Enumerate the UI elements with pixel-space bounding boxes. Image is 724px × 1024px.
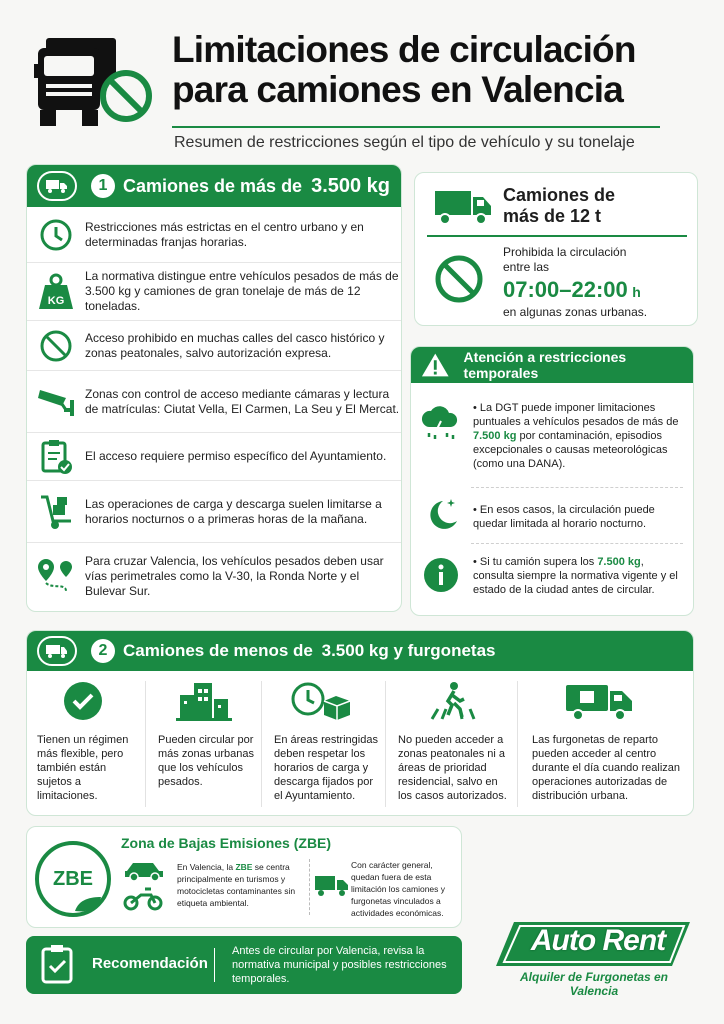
header-truck-icon xyxy=(24,34,154,134)
permit-clipboard-icon xyxy=(27,439,85,475)
alert-p2-text: En esos casos, la circulación puede quedar limitada al horario nocturno. xyxy=(473,504,655,530)
col xyxy=(517,681,693,807)
svg-text:KG: KG xyxy=(47,294,65,307)
col-text: No pueden acceder a zonas peatonales ni a áreas de prioridad residencial, salvo en los casos autorizados. xyxy=(398,734,507,802)
section2-title-value: 3.500 kg xyxy=(321,641,389,660)
hours-value: 07:00–22:00 xyxy=(503,277,628,302)
alert-point-2: • En esos casos, la circulación puede quedar limitada al horario nocturno. xyxy=(473,504,655,530)
list-item xyxy=(27,321,402,371)
section1-number: 1 xyxy=(91,174,115,198)
section1-title-value: 3.500 kg xyxy=(311,174,391,197)
prohibited-icon xyxy=(27,329,85,363)
recommendation-banner xyxy=(26,936,462,994)
section1-header xyxy=(27,165,401,207)
alert-p1-rest: por contaminación, episodios excepcionales o causas meteorológicas (como una DANA). xyxy=(473,430,668,470)
alert-point-3: • Si tu camión supera los 7.500 kg, consulta siempre la normativa vigente y el estado de la ciudad antes de circular. xyxy=(473,556,678,596)
section2-title: Camiones de menos de xyxy=(123,641,318,660)
col xyxy=(145,681,261,807)
item-text: Zonas con control de acceso mediante cámaras y lectura de matrículas: Ciutat Vella, El Carmen, La Seu y El Mercat. xyxy=(85,386,400,416)
alert-p3-text: Si tu camión supera los xyxy=(479,556,598,568)
item-text: Acceso prohibido en muchas calles del casco histórico y zonas peatonales, salvo autorización expresa. xyxy=(85,330,385,360)
zbe-badge-text: ZBE xyxy=(53,867,93,890)
alert-title: Atención a restricciones temporales xyxy=(463,349,627,381)
col xyxy=(261,681,385,807)
section1-title: Camiones de más de xyxy=(123,175,308,196)
divider xyxy=(309,859,310,915)
van-icon xyxy=(37,636,77,666)
heavy-title: Camiones de más de 12 t xyxy=(503,185,616,226)
moon-icon xyxy=(423,495,459,538)
divider xyxy=(471,487,683,488)
heavy-12t-card xyxy=(414,172,698,326)
col xyxy=(27,675,145,813)
camera-icon xyxy=(27,386,85,418)
heavy-hours xyxy=(503,277,641,303)
list-item xyxy=(27,263,402,321)
hand-truck-icon xyxy=(27,493,85,531)
zbe-left-c: se centra principalmente en turismos y motocicletas contaminantes sin etiqueta ambiental. xyxy=(177,862,296,908)
section-heavy-trucks xyxy=(26,164,402,612)
warning-icon xyxy=(421,352,450,378)
page-title: Limitaciones de circulación para camiones en Valencia xyxy=(172,29,636,110)
col-text: Pueden circular por más zonas urbanas que los vehículos pesados. xyxy=(158,734,254,788)
truck-icon xyxy=(315,875,349,902)
leaf-icon xyxy=(73,895,103,918)
temporary-restrictions-card xyxy=(410,346,694,616)
storm-cloud-icon xyxy=(419,405,461,450)
section2-number: 2 xyxy=(91,639,115,663)
recommendation-label: Recomendación xyxy=(92,955,208,972)
divider xyxy=(214,948,215,982)
alert-p1-weight: 7.500 kg xyxy=(473,430,517,442)
divider xyxy=(471,543,683,544)
alert-header xyxy=(411,347,693,383)
alert-point-1: • La DGT puede imponer limitaciones puntuales a vehículos pesados de más de 7.500 kg por contaminación, episodios excepcionales o causas meteorológicas (como una DANA). xyxy=(473,402,679,470)
item-text: Para cruzar Valencia, los vehículos pesados deben usar vías perimetrales como la V-30, la Ronda Norte y el Bulevar Sur. xyxy=(85,553,384,598)
brand-logo xyxy=(496,918,692,970)
recommendation-text: Antes de circular por Valencia, revisa la normativa municipal y posibles restricciones temporales. xyxy=(232,945,447,985)
item-text: El acceso requiere permiso específico del Ayuntamiento. xyxy=(85,449,387,463)
hours-unit: h xyxy=(632,284,641,300)
prohibited-icon xyxy=(433,253,485,310)
truck-icon xyxy=(37,171,77,201)
zbe-card xyxy=(26,826,462,928)
info-icon xyxy=(423,557,459,598)
item-text: Restricciones más estrictas en el centro urbano y en determinadas franjas horarias. xyxy=(85,219,364,249)
zbe-title: Zona de Bajas Emisiones (ZBE) xyxy=(121,835,332,851)
city-buildings-icon xyxy=(176,681,232,726)
kg-weight-icon xyxy=(27,273,85,311)
zbe-left-a: En Valencia, la xyxy=(177,862,236,872)
list-item xyxy=(27,207,402,263)
pedestrian-icon xyxy=(428,681,480,726)
heavy-line2: en algunas zonas urbanas. xyxy=(503,305,648,319)
section-light-vehicles xyxy=(26,630,694,816)
col-text: Tienen un régimen más flexible, pero también están sujetos a limitaciones. xyxy=(37,734,129,802)
motorcycle-icon xyxy=(123,885,163,916)
alert-p3-weight: 7.500 kg xyxy=(597,556,641,568)
list-item xyxy=(27,481,402,543)
section2-title-suffix: y furgonetas xyxy=(388,641,496,660)
zbe-left-b: ZBE xyxy=(235,862,253,872)
page-subtitle: Resumen de restricciones según el tipo de vehículo y su tonelaje xyxy=(174,134,635,151)
col-text: En áreas restringidas deben respetar los horarios de carga y descarga fijados por el Ayuntamiento. xyxy=(274,734,378,802)
clock-icon xyxy=(27,218,85,252)
truck-icon xyxy=(435,189,493,230)
zbe-left-text xyxy=(177,861,301,909)
clipboard-check-icon xyxy=(40,944,74,989)
zbe-right-text: Con carácter general, quedan fuera de esta limitación los camiones y furgonetas vinculados a actividades económicas. xyxy=(351,860,446,918)
title-divider xyxy=(172,126,660,128)
item-text: Las operaciones de carga y descarga suelen limitarse a horarios nocturnos o a primeras horas de la mañana. xyxy=(85,496,382,526)
heavy-line1: Prohibida la circulación entre las xyxy=(503,245,627,274)
list-item xyxy=(27,433,402,481)
brand-name: Auto Rent xyxy=(530,924,666,957)
alert-p3-rest: , consulta siempre la normativa vigente y el estado de la ciudad antes de circular. xyxy=(473,556,678,596)
clock-box-icon xyxy=(290,681,354,726)
check-icon xyxy=(63,681,103,726)
heavy-divider xyxy=(427,235,687,237)
col-text: Las furgonetas de reparto pueden acceder al centro durante el día cuando realizan operaciones autorizadas de distribución urbana. xyxy=(532,734,680,802)
list-item xyxy=(27,543,402,609)
route-pin-icon xyxy=(27,557,85,595)
section2-header xyxy=(27,631,693,671)
col xyxy=(385,681,517,807)
item-text: La normativa distingue entre vehículos pesados de más de 3.500 kg y camiones de gran tonelaje de más de 12 toneladas. xyxy=(85,269,399,313)
brand-tagline: Alquiler de Furgonetas en Valencia xyxy=(519,970,669,998)
car-icon xyxy=(123,859,165,886)
alert-p1-text: La DGT puede imponer limitaciones puntuales a vehículos pesados de más de xyxy=(473,402,679,428)
delivery-van-icon xyxy=(566,683,634,726)
list-item xyxy=(27,371,402,433)
